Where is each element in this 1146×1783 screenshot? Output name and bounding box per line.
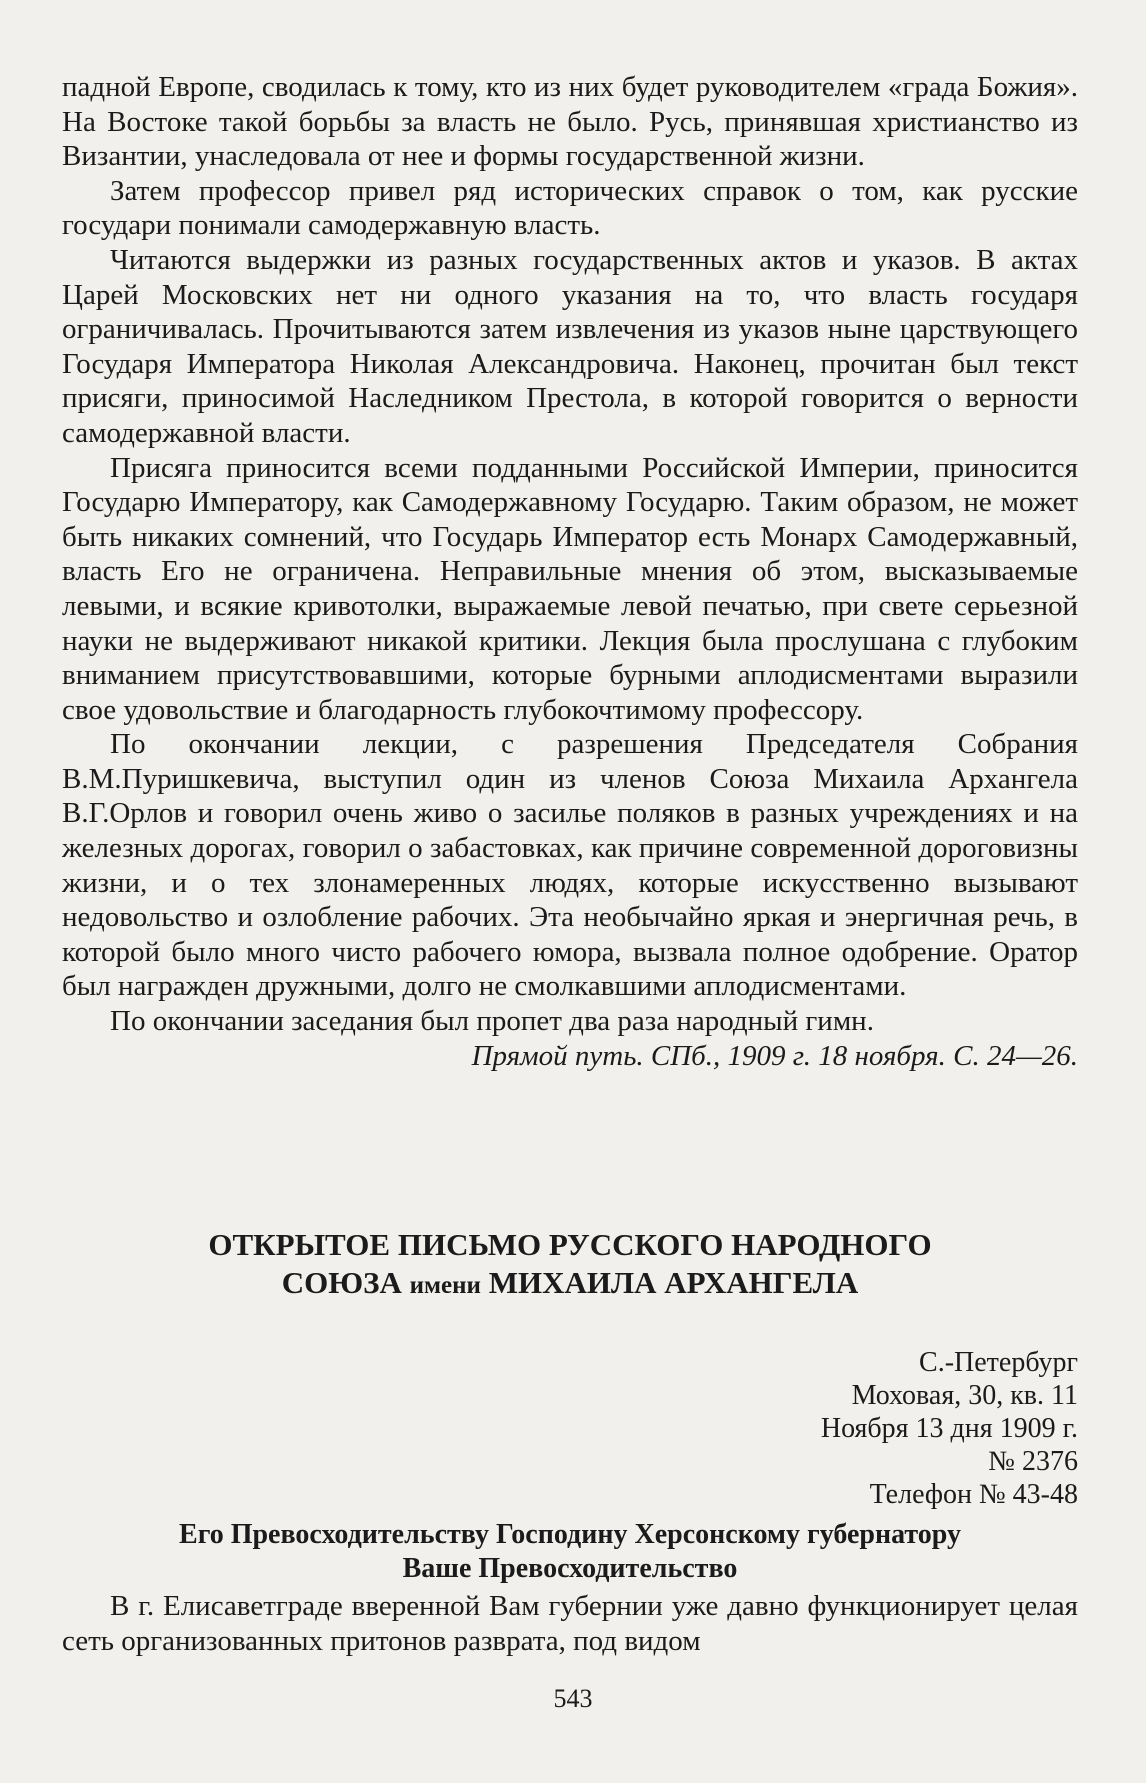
section-title-line-1: ОТКРЫТОЕ ПИСЬМО РУССКОГО НАРОДНОГО	[208, 1227, 932, 1262]
section-title	[62, 1226, 1078, 1305]
letter-number: № 2376	[988, 1446, 1078, 1477]
letter-body	[62, 1589, 1078, 1658]
paragraph: Затем профессор привел ряд исторических справок о том, как русские государи понимали самодержавную власть.	[62, 174, 1078, 242]
letter-date: Ноября 13 дня 1909 г.	[820, 1413, 1078, 1444]
letter-header-address	[821, 1346, 1078, 1511]
page-number: 543	[553, 1684, 593, 1713]
letter-addressee	[62, 1518, 1078, 1586]
phone-number: Телефон № 43-48	[869, 1479, 1078, 1510]
paragraph-continuation: падной Европе, сводилась к тому, кто из них будет руководителем «града Божия». На Востоке такой борьбы за власть не было. Русь, принявшая христианство из Византии, унаследовала от нее и формы государственной жизни.	[62, 71, 1078, 173]
address-city: С.-Петербург	[919, 1347, 1078, 1378]
paragraph: Читаются выдержки из разных государственных актов и указов. В актах Царей Московских нет ни одного указания на то, что власть государя ограничивалась. Прочитываются затем извлечения из указов ныне царствующего Государя Императора Николая Александровича. Наконец, прочитан был текст присяги, приносимой Наследником Престола, в которой говорится о верности самодержавной власти.	[62, 243, 1078, 449]
body-text	[62, 70, 1078, 1073]
section-title-line-2: СОЮЗА имени МИХАИЛА АРХАНГЕЛА	[281, 1265, 859, 1300]
addressee-line-2: Ваше Превосходительство	[402, 1553, 738, 1584]
source-citation: Прямой путь. СПб., 1909 г. 18 ноября. С. 24—26.	[471, 1039, 1078, 1072]
paragraph: По окончании лекции, с разрешения Председателя Собрания В.М.Пуришкевича, выступил один из членов Союза Михаила Архангела В.Г.Орлов и говорил очень живо о засилье поляков в разных учреждениях и на железных дорогах, говорил о забастовках, как причине современной дороговизны жизни, и о тех злонамеренных людях, которые искусственно вызывают недовольство и озлобление рабочих. Эта необычайно яркая и энергичная речь, в которой было много чисто рабочего юмора, вызвала полное одобрение. Оратор был награжден дружными, долго не смолкавшими аплодисментами.	[62, 728, 1078, 1003]
letter-paragraph: В г. Елисаветграде вверенной Вам губернии уже давно функционирует целая сеть организованных притонов разврата, под видом	[62, 1590, 1078, 1657]
paragraph: Присяга приносится всеми подданными Российской Империи, приносится Государю Императору, как Самодержавному Государю. Таким образом, не может быть никаких сомнений, что Государь Император есть Монарх Самодержавный, власть Его не ограничена. Неправильные мнения об этом, высказываемые левыми, и всякие кривотолки, выражаемые левой печатью, при свете серьезной науки не выдерживают никакой критики. Лекция была прослушана с глубоким вниманием присутствовавшими, которые бурными аплодисментами выразили свое удовольствие и благодарность глубокочтимому профессору.	[62, 451, 1078, 726]
paragraph: По окончании заседания был пропет два раза народный гимн.	[110, 1005, 874, 1038]
address-street: Моховая, 30, кв. 11	[851, 1380, 1078, 1411]
addressee-line-1: Его Превосходительству Господину Херсонскому губернатору	[179, 1519, 961, 1550]
